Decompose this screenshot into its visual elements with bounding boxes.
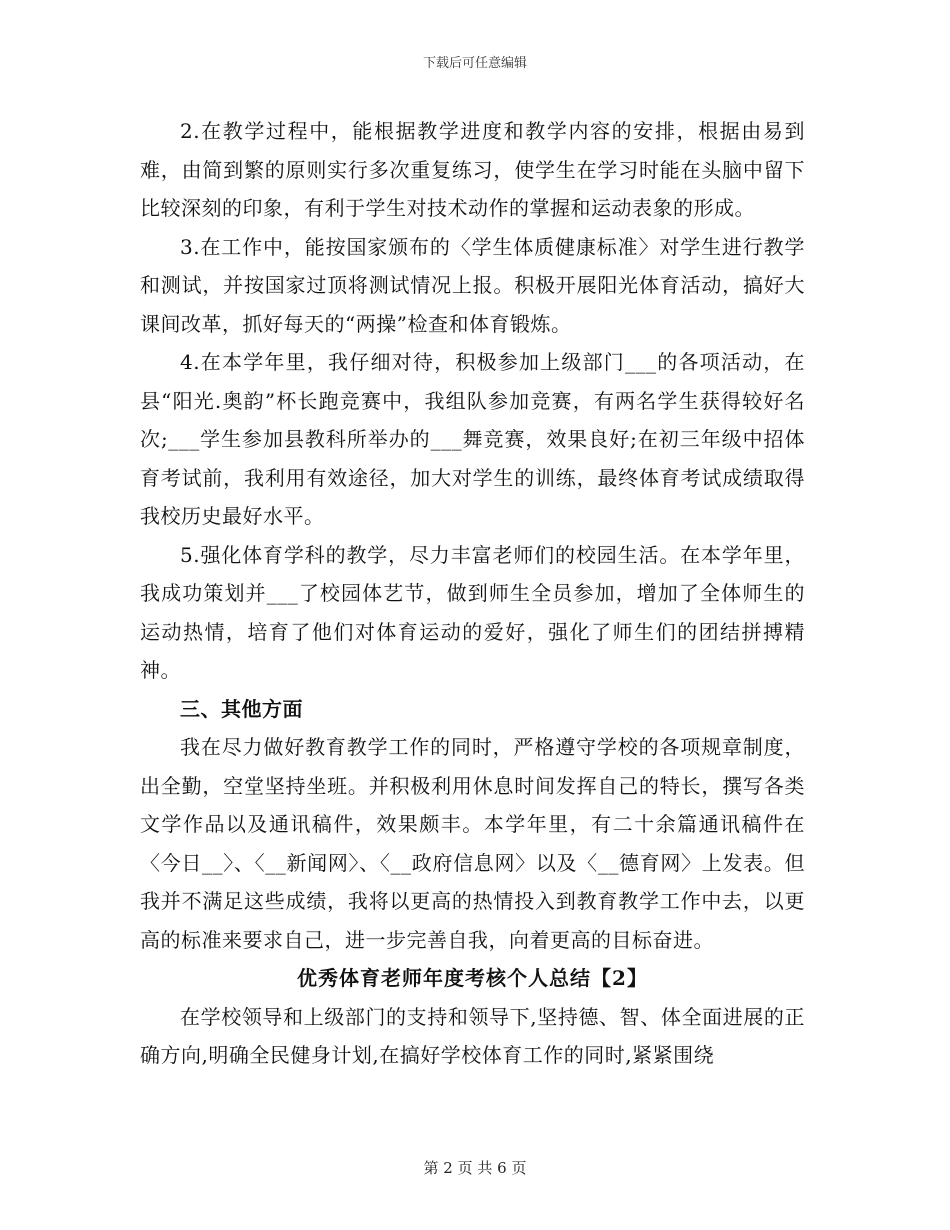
paragraph-item-3: 3.在工作中，能按国家颁布的〈学生体质健康标准〉对学生进行教学和测试，并按国家过顶将测试情况上报。积极开展阳光体育活动，搞好大课间改革，抓好每天的“两操”检查和体育锻炼。 [140, 234, 805, 336]
section-paragraph: 我在尽力做好教育教学工作的同时，严格遵守学校的各项规章制度，出全勤，空堂坚持坐班。并积极利用休息时间发挥自己的特长，撰写各类文学作品以及通讯稿件，效果颇丰。本学年里，有二十余篇通讯稿件在〈今日__〉、〈__新闻网〉、〈__政府信息网〉以及〈__德育网〉上发表。但我并不满足这些成绩，我将以更高的热情投入到教育教学工作中去，以更高的标准来要求自己，进一步完善自我，向着更高的目标奋进。 [140, 735, 805, 952]
paragraph-item-5: 5.强化体育学科的教学，尽力丰富老师们的校园生活。在本学年里，我成功策划并___了校园体艺节，做到师生全员参加，增加了全体师生的运动热情，培育了他们对体育运动的爱好，强化了师生们的团结拼搏精神。 [140, 542, 805, 682]
article-title: 优秀体育老师年度考核个人总结【2】 [297, 966, 648, 990]
page-number: 第 2 页 共 6 页 [423, 1159, 527, 1177]
paragraph-item-4: 4.在本学年里，我仔细对待，积极参加上级部门___的各项活动，在县“阳光.奥韵”杯长跑竞赛中，我组队参加竞赛，有两名学生获得较好名次;___学生参加县教科所举办的___舞竞赛，效果良好;在初三年级中招体育考试前，我利用有效途径，加大对学生的训练，最终体育考试成绩取得我校历史最好水平。 [140, 350, 805, 528]
closing-paragraph: 在学校领导和上级部门的支持和领导下,坚持德、智、体全面进展的正确方向,明确全民健身计划,在搞好学校体育工作的同时,紧紧围绕 [140, 1004, 805, 1067]
paragraph-item-2: 2.在教学过程中，能根据教学进度和教学内容的安排，根据由易到难，由简到繁的原则实行多次重复练习，使学生在学习时能在头脑中留下比较深刻的印象，有利于学生对技术动作的掌握和运动表象的形成。 [140, 119, 805, 220]
document-body [140, 112, 805, 1075]
page-header-note: 下载后可任意编辑 [422, 56, 527, 71]
section-heading: 三、其他方面 [180, 696, 303, 721]
